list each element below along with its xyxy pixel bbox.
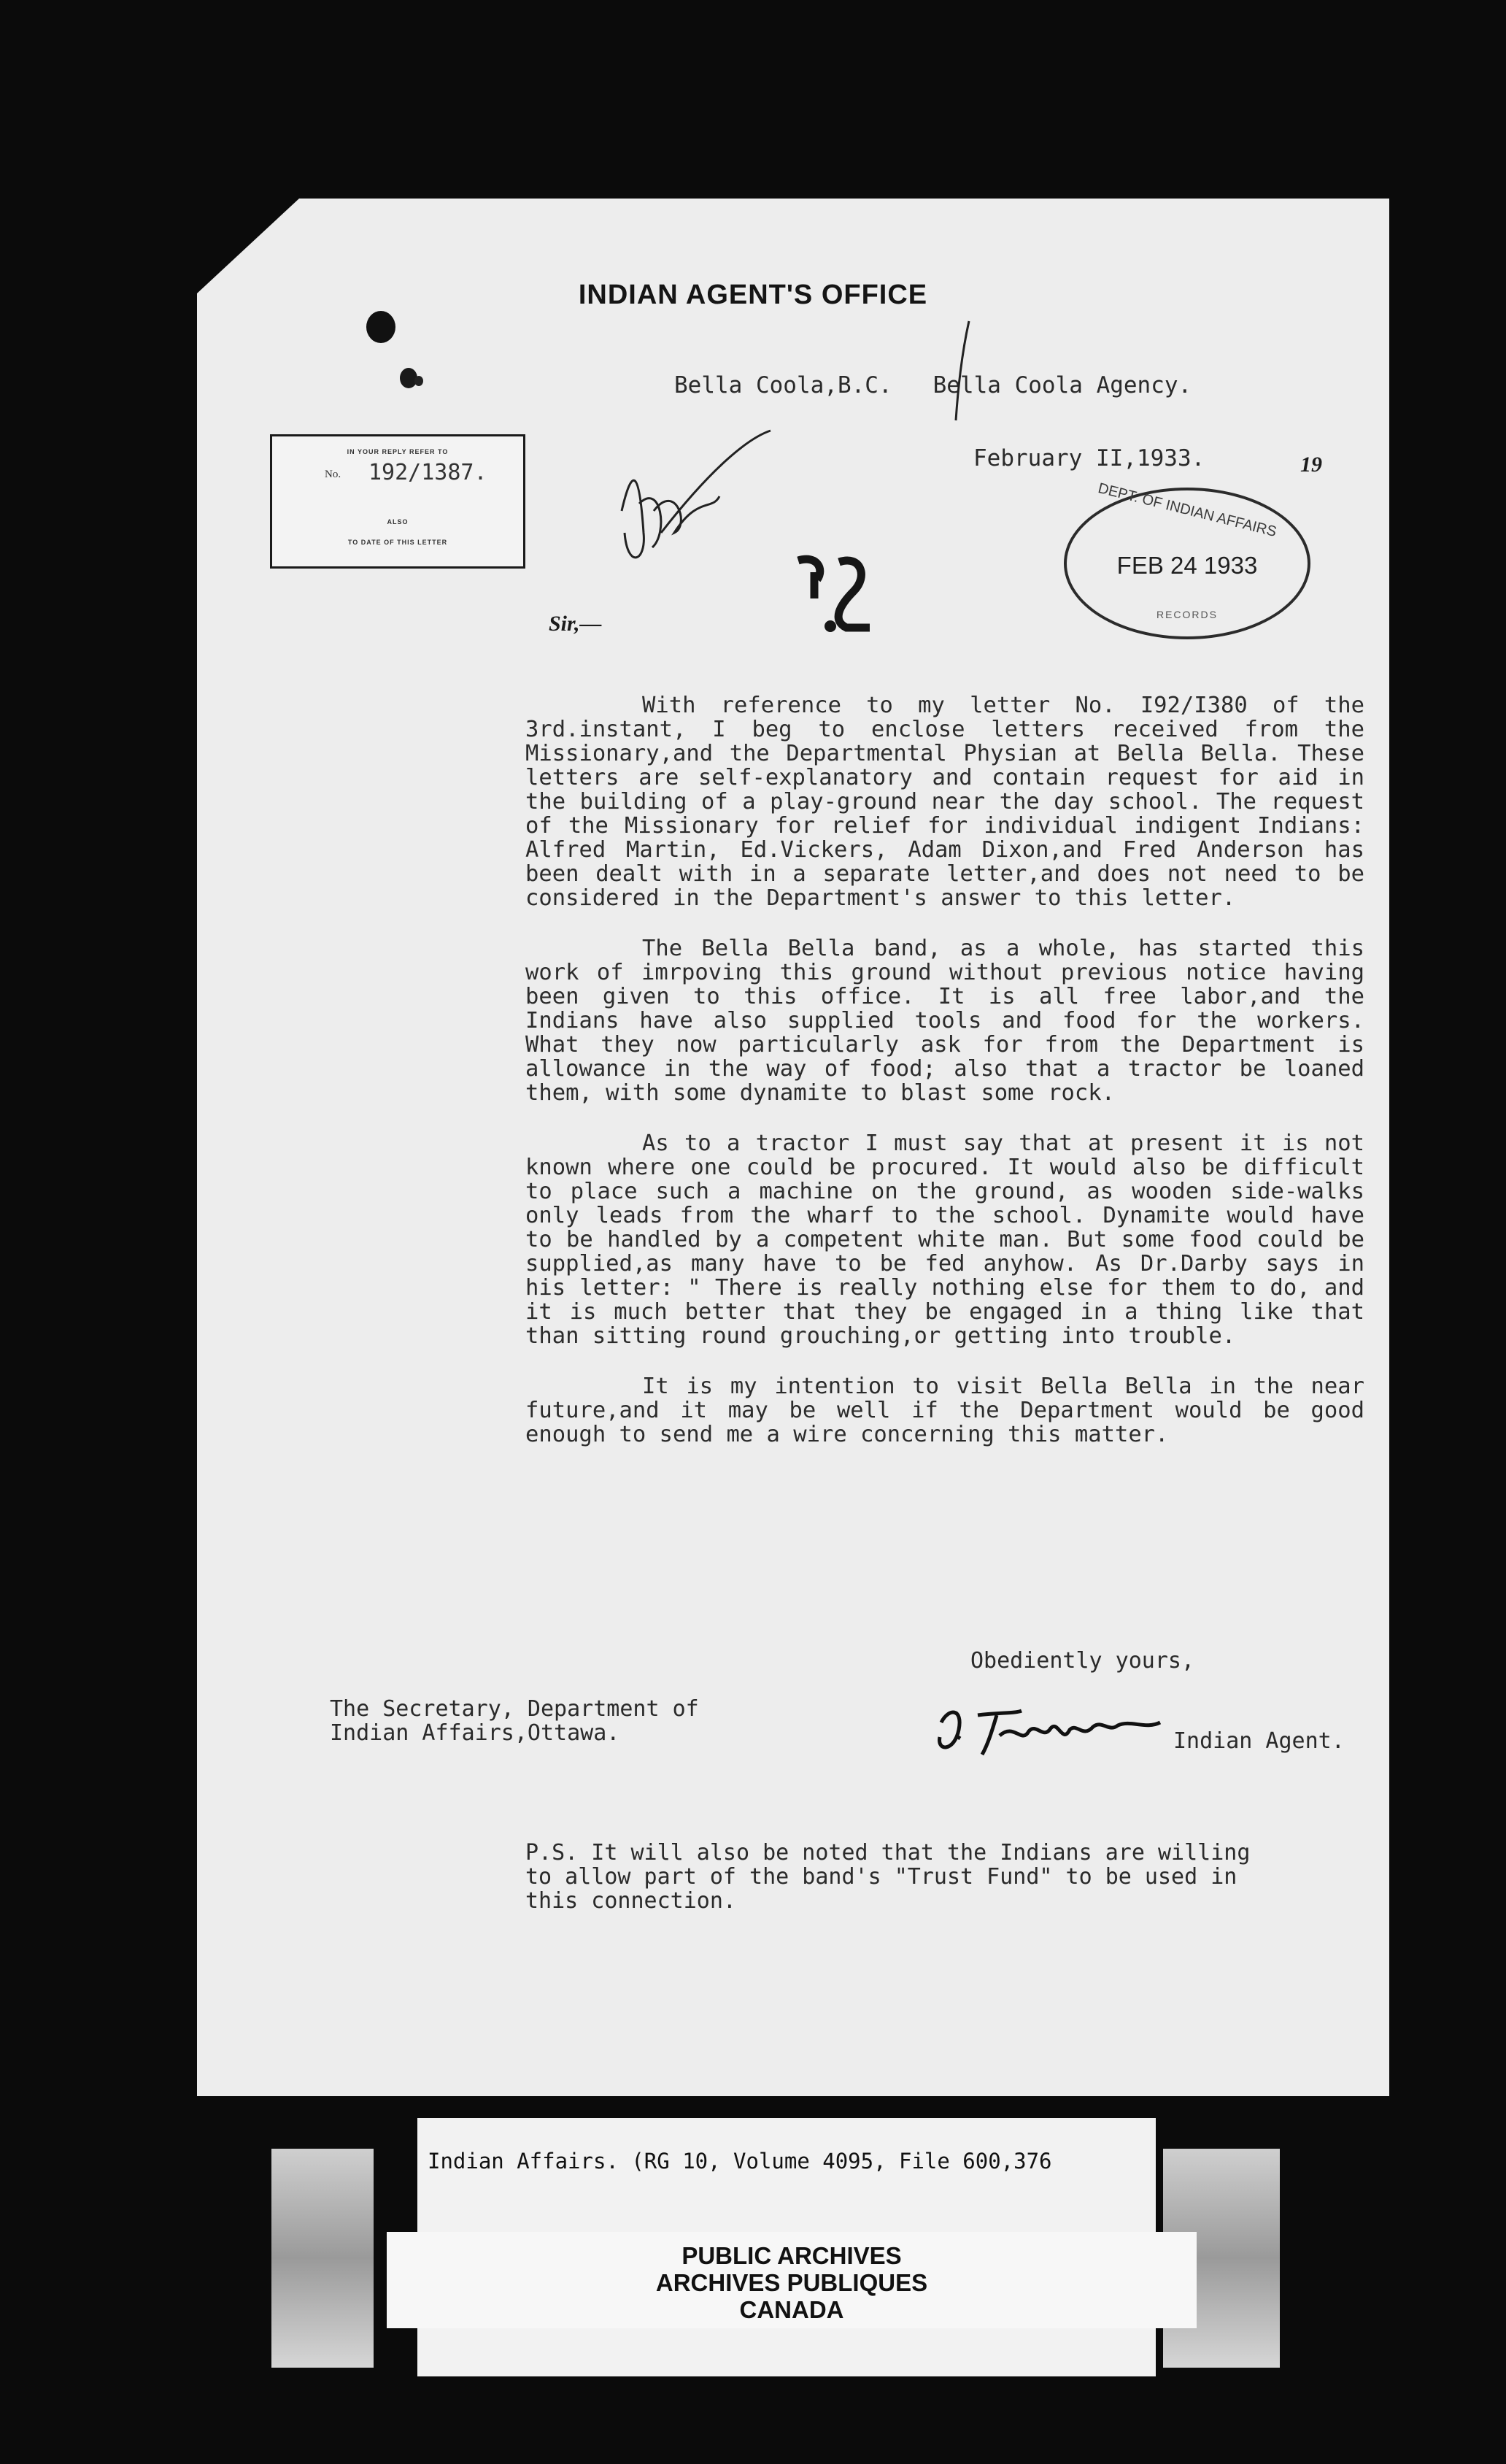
archive-label-line: CANADA (739, 2296, 844, 2323)
body-paragraph: As to a tractor I must say that at present it is not known where one could be procured. It would also be difficult to place such a machine on the ground, as wooden side-walks only leads from the wharf to the school. Dynamite would have to be handled by a competent white man. But some food could be supplied,as many have to be fed anyhow. As Dr.Darby says in his letter: " There is really nothing else for them to do, and it is much better that they be engaged in a thing like that than sitting round grouching,or getting into trouble. (525, 1131, 1364, 1349)
body-paragraph: With reference to my letter No. I92/I380 of the 3rd.instant, I beg to enclose letters received from the Missionary,and the Departmental Physian at Bella Bella. These letters are self-explanatory and contain request for aid in the building of a play-ground near the day school. The request of the Missionary for relief for individual indigent Indians: Alfred Martin, Ed.Vickers, Adam Dixon,and Fred Anderson has been dealt with in a separate letter,and does not need to be considered in the Department's answer to this letter. (525, 693, 1364, 911)
sender-place: Bella Coola,B.C. Bella Coola Agency. (674, 372, 1192, 399)
letter-body (525, 693, 1364, 1447)
date-year-suffix: 19 (1300, 453, 1322, 477)
reference-no-label: No. (325, 469, 341, 480)
signatory-title: Indian Agent. (1173, 1728, 1345, 1754)
stamp-date: FEB 24 1933 (1116, 552, 1258, 579)
body-paragraph: It is my intention to visit Bella Bella in the near future,and it may be well if the Department would be good enough to send me a wire concerning this matter. (525, 1374, 1364, 1447)
letter-date: February II,1933. (973, 445, 1205, 471)
addressee-line: Indian Affairs,Ottawa. (330, 1720, 620, 1746)
handwritten-number (788, 547, 890, 650)
archive-label-line: ARCHIVES PUBLIQUES (655, 2269, 928, 2296)
reference-also: ALSO (387, 518, 409, 525)
handwritten-signature (927, 1693, 1175, 1759)
reference-box (270, 434, 525, 569)
complimentary-close: Obediently yours, (970, 1648, 1195, 1674)
reference-date-note: TO DATE OF THIS LETTER (347, 539, 448, 546)
body-paragraph: The Bella Bella band, as a whole, has started this work of imrpoving this ground without previous notice having been given to this office. It is all free labor,and the Indians have also supplied tools and food for the workers. What they now particularly ask for from the Department is allowance in the way of food; also that a tractor be loaned them, with some dynamite to blast some rock. (525, 936, 1364, 1106)
salutation: Sir,— (549, 612, 602, 636)
letterhead-office: INDIAN AGENT'S OFFICE (578, 280, 928, 310)
reference-instruction: IN YOUR REPLY REFER TO (347, 448, 449, 455)
postscript: P.S. It will also be noted that the Indians are willing to allow part of the band's "Trust Fund" to be used in this connection. (525, 1840, 1251, 1914)
stamp-department: DEPT. OF INDIAN AFFAIRS (1096, 480, 1278, 541)
reference-number: 192/1387. (368, 460, 487, 485)
archive-label (387, 2232, 1197, 2328)
archive-label-line: PUBLIC ARCHIVES (681, 2242, 902, 2269)
addressee-line: The Secretary, Department of (330, 1696, 699, 1722)
received-stamp (1064, 480, 1310, 639)
stamp-records: RECORDS (1156, 609, 1218, 620)
handwritten-initials (610, 423, 785, 591)
addressee-block (330, 1697, 804, 1745)
pen-stroke (949, 318, 978, 428)
ink-blot (358, 305, 438, 400)
archive-reference: Indian Affairs. (RG 10, Volume 4095, File 600,376 (428, 2149, 1052, 2174)
film-edge-left (271, 2149, 374, 2368)
